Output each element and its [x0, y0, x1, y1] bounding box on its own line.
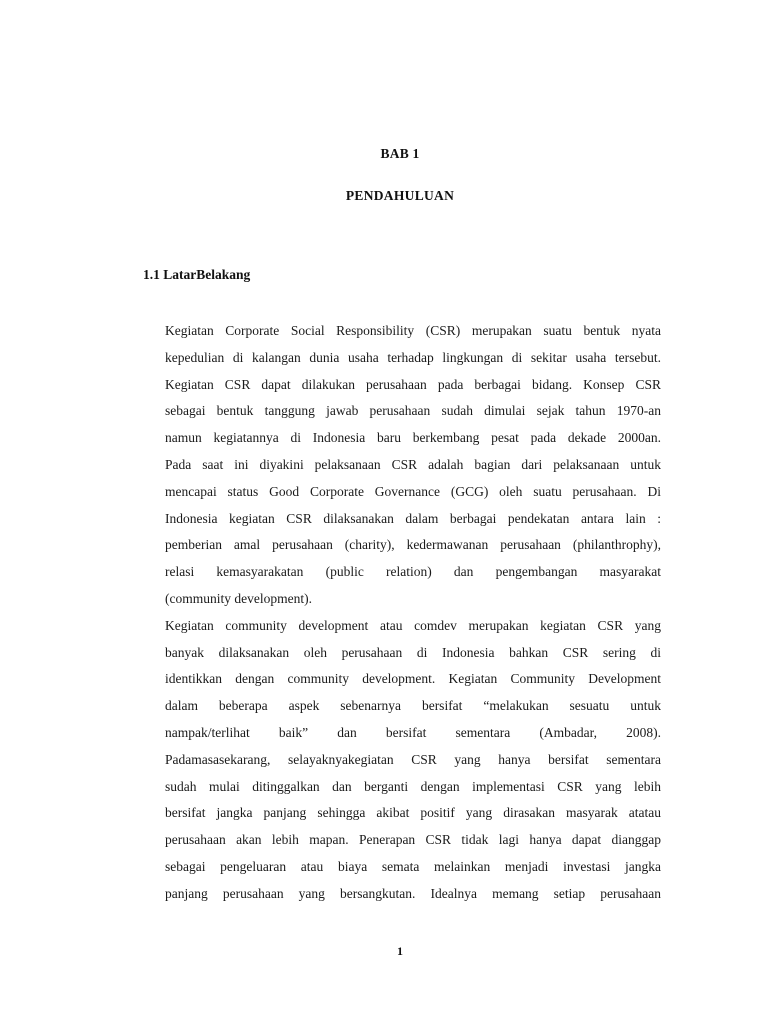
section-heading: 1.1 LatarBelakang	[143, 267, 251, 282]
paragraph-1-line: (community development).	[165, 590, 312, 606]
chapter-title: PENDAHULUAN	[345, 188, 455, 203]
paragraph-1-line: Kegiatan Corporate Social Responsibility (CSR) merupakan suatu bentuk nyata	[165, 323, 661, 338]
paragraph-2-line: bersifat jangka panjang sehingga akibat positif yang dirasakan masyarak atatau	[165, 805, 661, 821]
paragraph-1-line: namun kegiatannya di Indonesia baru berkembang pesat pada dekade 2000an.	[165, 430, 661, 446]
paragraph-2-line: banyak dilaksanakan oleh perusahaan di Indonesia bahkan CSR sering di	[165, 644, 661, 660]
paragraph-1-line: kepedulian di kalangan dunia usaha terhadap lingkungan di sekitar usaha tersebut.	[165, 349, 661, 365]
paragraph-1-line: Indonesia kegiatan CSR dilaksanakan dalam berbagai pendekatan antara lain :	[165, 510, 661, 526]
paragraph-2-line: Kegiatan community development atau comdev merupakan kegiatan CSR yang	[165, 617, 661, 633]
paragraph-1-line: pemberian amal perusahaan (charity), kedermawanan perusahaan (philanthrophy),	[165, 537, 661, 553]
paragraph-2-line: dalam beberapa aspek sebenarnya bersifat “melakukan sesuatu untuk	[165, 698, 661, 714]
paragraph-2-line: perusahaan akan lebih mapan. Penerapan CSR tidak lagi hanya dapat dianggap	[165, 832, 661, 848]
body-text	[165, 318, 661, 908]
paragraph-2-line: sudah mulai ditinggalkan dan berganti dengan implementasi CSR yang lebih	[165, 778, 661, 794]
paragraph-1-line: mencapai status Good Corporate Governance (GCG) oleh suatu perusahaan. Di	[165, 483, 661, 499]
page-number: 1	[397, 944, 403, 958]
paragraph-2-line: identikkan dengan community development. Kegiatan Community Development	[165, 671, 661, 687]
paragraph-1-line: Kegiatan CSR dapat dilakukan perusahaan pada berbagai bidang. Konsep CSR	[165, 376, 661, 392]
paragraph-1-line: sebagai bentuk tanggung jawab perusahaan sudah dimulai sejak tahun 1970-an	[165, 403, 661, 419]
paragraph-2-line: nampak/terlihat baik” dan bersifat sementara (Ambadar, 2008).	[165, 724, 661, 740]
paragraph-2-line: sebagai pengeluaran atau biaya semata melainkan menjadi investasi jangka	[165, 858, 661, 874]
chapter-number: BAB 1	[380, 146, 420, 161]
paragraph-1-line: Pada saat ini diyakini pelaksanaan CSR adalah bagian dari pelaksanaan untuk	[165, 456, 661, 472]
paragraph-2-line: panjang perusahaan yang bersangkutan. Idealnya memang setiap perusahaan	[165, 885, 661, 901]
paragraph-2-line: Padamasasekarang, selayaknyakegiatan CSR yang hanya bersifat sementara	[165, 751, 661, 767]
paragraph-1-line: relasi kemasyarakatan (public relation) dan pengembangan masyarakat	[165, 564, 661, 580]
